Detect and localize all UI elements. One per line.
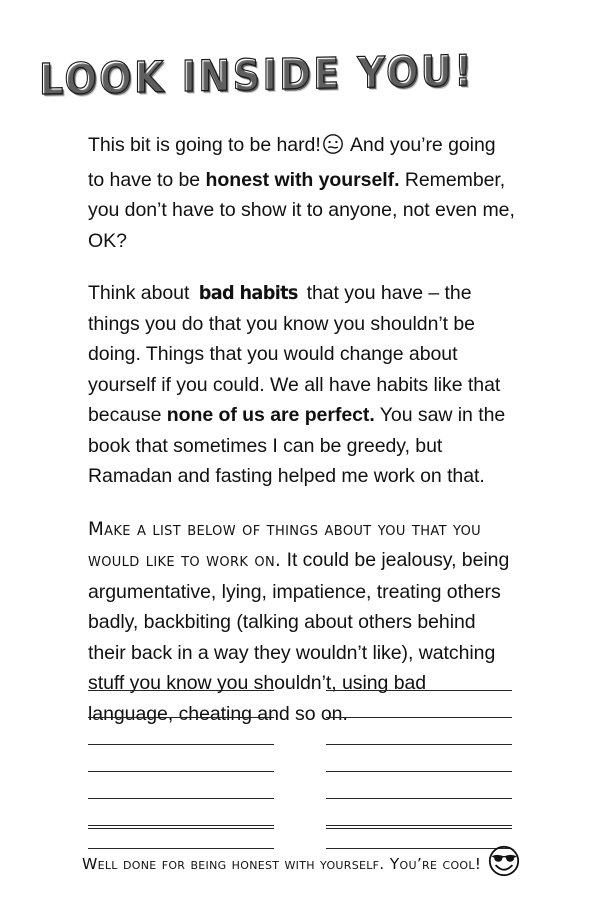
sunglasses-smiley-icon — [487, 844, 521, 883]
write-line[interactable] — [326, 799, 512, 826]
page-title-container — [0, 45, 512, 105]
p2-heavy-bad-habits: bad habits — [198, 282, 298, 304]
write-line[interactable] — [88, 772, 274, 799]
write-line[interactable] — [326, 745, 512, 772]
write-line[interactable] — [326, 772, 512, 799]
paragraph-1 — [88, 130, 516, 256]
p1-segment-1: This bit is going to be hard! — [88, 134, 321, 156]
p1-segment-2: And you’re going to have to be — [88, 134, 496, 191]
p2-segment-3: You saw in the book that sometimes I can be greedy, but Ramadan and fasting helped me work on that. — [88, 404, 506, 487]
p2-segment-2: that you have – the things you do that you know you shouldn’t be doing. Things that you would change about yourself if you could. We all have habits like that because — [88, 282, 501, 426]
p1-bold-honest: honest with yourself. — [205, 168, 400, 191]
page-title: LOOK INSIDE YOU! — [38, 45, 474, 105]
footer-text: Well done for being honest with yourself. You’re cool! — [82, 854, 482, 873]
footer-rule-left — [88, 828, 274, 829]
p3-segment-1: It could be jealousy, being argumentative, lying, impatience, treating others badly, backbiting (talking about others behind their back in a way they wouldn’t like), watching stuff you know you shouldn’t, using bad language, cheating and so on. — [88, 549, 510, 725]
write-line[interactable] — [88, 664, 274, 691]
write-line[interactable] — [326, 718, 512, 745]
write-line[interactable] — [88, 718, 274, 745]
write-line[interactable] — [88, 691, 274, 718]
body-copy — [88, 130, 516, 729]
footer-rule-right — [326, 828, 512, 829]
paragraph-2 — [88, 278, 516, 492]
write-line[interactable] — [326, 691, 512, 718]
write-line[interactable] — [88, 799, 274, 826]
footer-note — [82, 844, 522, 883]
footer-divider — [88, 828, 512, 829]
p3-handwritten-instruction: Make a list below of things about you that you would like to work on. — [88, 518, 482, 571]
p2-segment-1: Think about — [88, 282, 195, 304]
write-line[interactable] — [88, 745, 274, 772]
neutral-face-icon — [322, 133, 344, 165]
p1-segment-3: Remember, you don’t have to show it to anyone, not even me, OK? — [88, 168, 515, 252]
write-column-right — [326, 664, 512, 849]
write-line[interactable] — [326, 664, 512, 691]
write-column-left — [88, 664, 274, 849]
p2-bold-none-perfect: none of us are perfect. — [166, 404, 375, 426]
write-area — [88, 664, 512, 849]
